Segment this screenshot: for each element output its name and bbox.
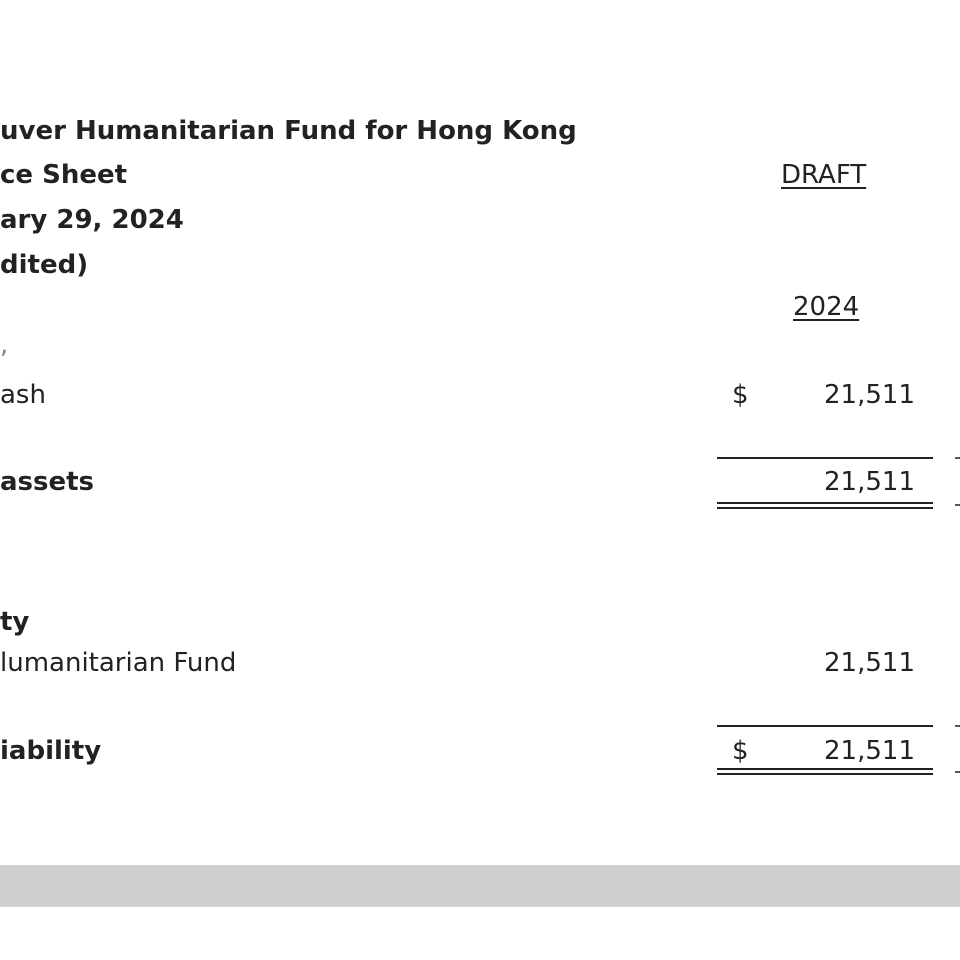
edge-tick bbox=[955, 504, 960, 506]
total-assets-double-rule-top bbox=[717, 502, 933, 504]
audit-status: dited) bbox=[0, 250, 89, 280]
total-equity-double-rule-bottom bbox=[717, 773, 933, 775]
equity-section-label: ty bbox=[0, 607, 30, 637]
bottom-grey-band bbox=[0, 865, 960, 907]
organization-name: uver Humanitarian Fund for Hong Kong bbox=[0, 116, 577, 146]
subtotal-rule bbox=[717, 725, 933, 727]
statement-title: ce Sheet bbox=[0, 160, 128, 190]
edge-tick bbox=[955, 457, 960, 459]
fund-label: lumanitarian Fund bbox=[0, 648, 237, 678]
total-equity-currency-symbol: $ bbox=[732, 736, 749, 766]
subtotal-rule bbox=[717, 457, 933, 459]
fund-value: 21,511 bbox=[824, 648, 915, 678]
total-assets-label: assets bbox=[0, 467, 95, 497]
total-equity-label: iability bbox=[0, 736, 102, 766]
total-equity-double-rule-top bbox=[717, 768, 933, 770]
year-column-header: 2024 bbox=[793, 292, 860, 322]
total-equity-value: 21,511 bbox=[824, 736, 915, 766]
cash-label: ash bbox=[0, 380, 46, 410]
draft-label: DRAFT bbox=[781, 160, 867, 190]
edge-tick bbox=[955, 771, 960, 773]
total-assets-double-rule-bottom bbox=[717, 507, 933, 509]
cash-currency-symbol: $ bbox=[732, 380, 749, 410]
edge-tick bbox=[955, 725, 960, 727]
total-assets-value: 21,511 bbox=[824, 467, 915, 497]
statement-date: ary 29, 2024 bbox=[0, 205, 184, 235]
cash-value: 21,511 bbox=[824, 380, 915, 410]
assets-section-label: , bbox=[0, 330, 9, 360]
